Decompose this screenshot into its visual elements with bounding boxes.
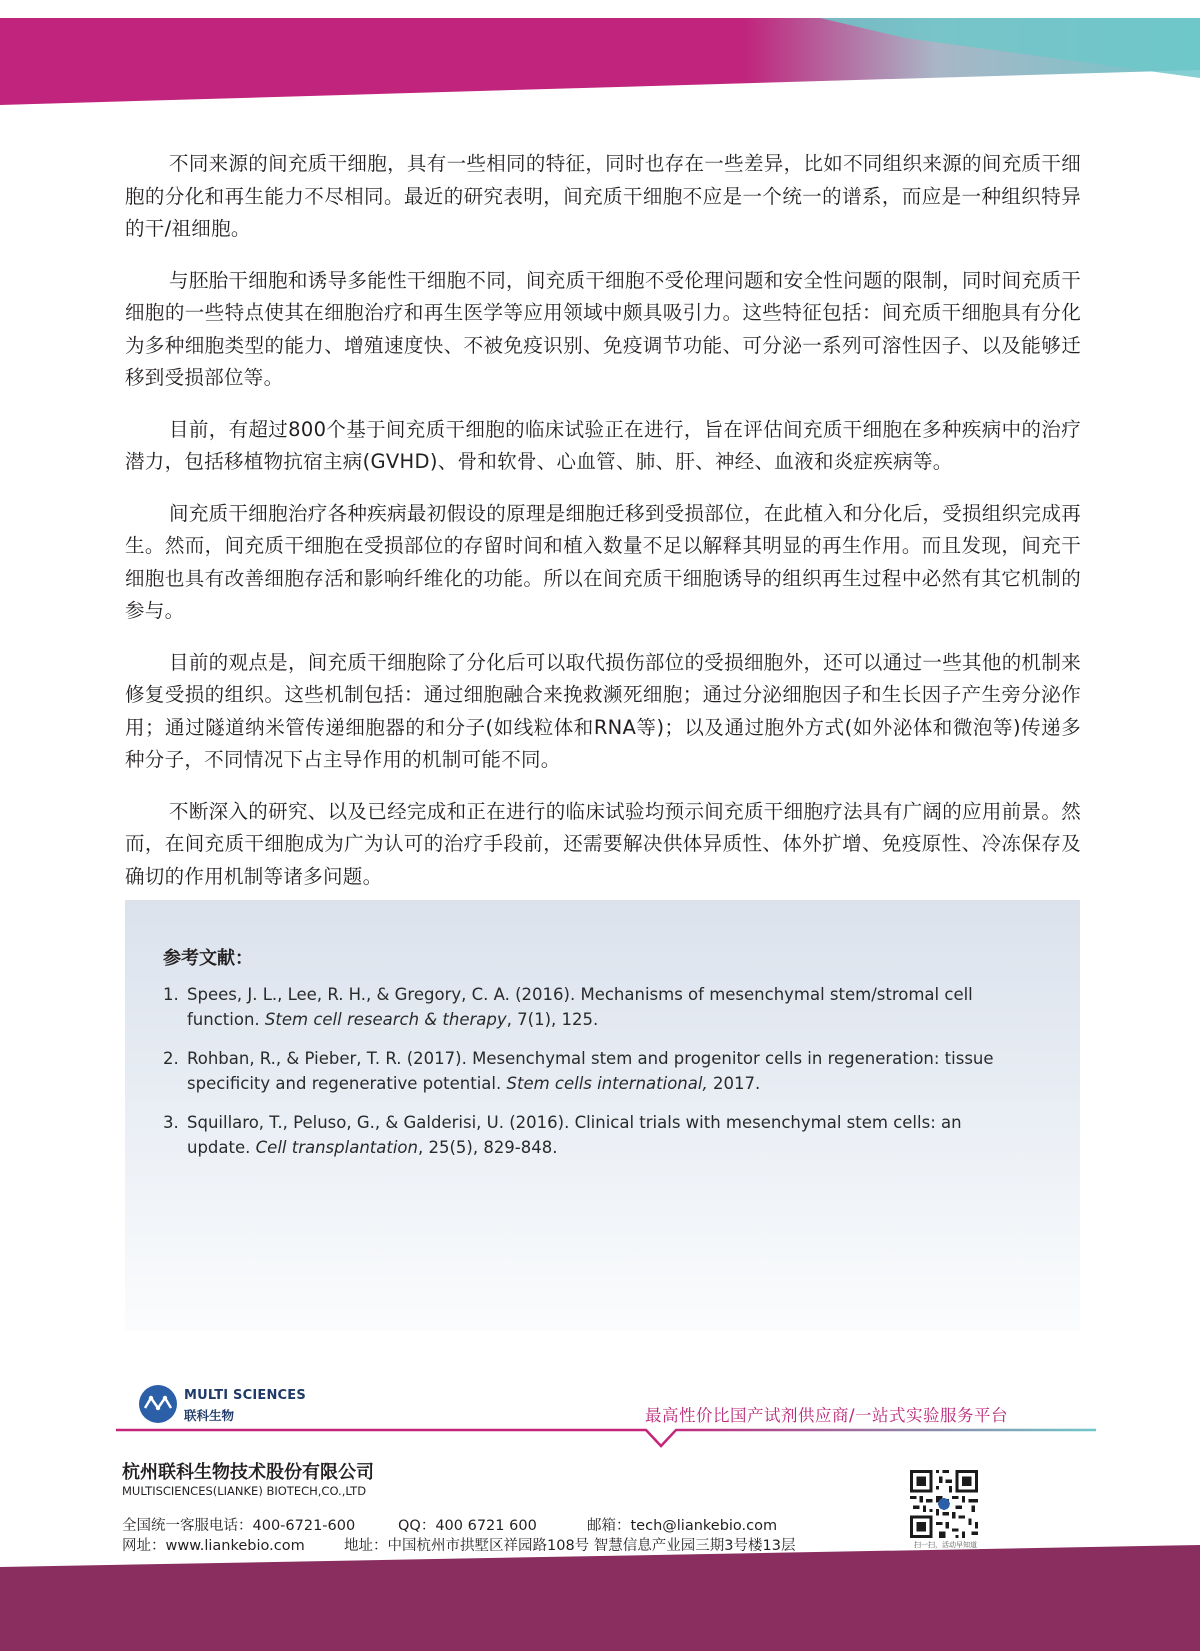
reference-journal: Stem cell research & therapy [264, 1010, 507, 1029]
paragraph: 目前，有超过800个基于间充质干细胞的临床试验正在进行，旨在评估间充质干细胞在多种疾病中的治疗潜力，包括移植物抗宿主病(GVHD)、骨和软骨、心血管、肺、肝、神经、血液和炎症疾病等。 [125, 417, 1081, 473]
reference-journal: Stem cells international, [506, 1074, 708, 1093]
bottom-banner [0, 1545, 1200, 1651]
company-name-en: MULTISCIENCES(LIANKE) BIOTECH,CO.,LTD [122, 1484, 367, 1498]
reference-item [163, 982, 1023, 1032]
logo-icon [138, 1384, 178, 1424]
reference-text: Squillaro, T., Peluso, G., & Galderisi, U. (2016). Clinical trials with mesenchymal stem cells: an update. [187, 1113, 962, 1157]
email-link[interactable]: 邮箱：tech@liankebio.com [587, 1518, 778, 1534]
paragraph: 间充质干细胞治疗各种疾病最初假设的原理是细胞迁移到受损部位，在此植入和分化后，受损组织完成再生。然而，间充质干细胞在受损部位的存留时间和植入数量不足以解释其明显的再生作用。而且发现，间充干细胞也具有改善细胞存活和影响纤维化的功能。所以在间充质干细胞诱导的组织再生过程中必然有其它机制的参与。 [125, 501, 1081, 622]
hotline: 全国统一客服电话：400-6721-600 [122, 1518, 356, 1534]
website-link[interactable]: 网址：www.liankebio.com [122, 1538, 305, 1554]
slogan: 最高性价比国产试剂供应商/一站式实验服务平台 [645, 1406, 1009, 1425]
qr-code-icon [910, 1470, 978, 1538]
reference-number: 1. [163, 985, 179, 1004]
paragraph: 与胚胎干细胞和诱导多能性干细胞不同，间充质干细胞不受伦理问题和安全性问题的限制，同时间充质干细胞的一些特点使其在细胞治疗和再生医学等应用领域中颇具吸引力。这些特征包括：间充质干细胞具有分化为多种细胞类型的能力、增殖速度快、不被免疫识别、免疫调节功能、可分泌一系列可溶性因子、以及能够迁移到受损部位等。 [125, 268, 1081, 389]
footer-divider [116, 1426, 1096, 1456]
paragraph: 不断深入的研究、以及已经完成和正在进行的临床试验均预示间充质干细胞疗法具有广阔的应用前景。然而，在间充质干细胞成为广为认可的治疗手段前，还需要解决供体异质性、体外扩增、免疫原性、冷冻保存及确切的作用机制等诸多问题。 [125, 799, 1081, 888]
reference-journal: Cell transplantation [255, 1138, 418, 1157]
reference-tail: 2017. [707, 1074, 761, 1093]
qq-number: QQ：400 6721 600 [398, 1518, 537, 1534]
reference-item [163, 1110, 1023, 1160]
reference-text: Rohban, R., & Pieber, T. R. (2017). Mesenchymal stem and progenitor cells in regeneration: tissue specificity and regenerative potential. [187, 1049, 994, 1093]
logo-text-cn: 联科生物 [184, 1408, 235, 1423]
reference-list [163, 982, 1023, 1174]
reference-tail: , 25(5), 829-848. [417, 1138, 558, 1157]
reference-tail: , 7(1), 125. [506, 1010, 599, 1029]
reference-number: 3. [163, 1113, 179, 1132]
address: 地址：中国杭州市拱墅区祥园路108号 智慧信息产业园三期3号楼13层 [344, 1538, 796, 1554]
company-logo[interactable] [138, 1384, 318, 1428]
paragraph: 目前的观点是，间充质干细胞除了分化后可以取代损伤部位的受损细胞外，还可以通过一些其他的机制来修复受损的组织。这些机制包括：通过细胞融合来挽救濒死细胞；通过分泌细胞因子和生长因子产生旁分泌作用；通过隧道纳米管传递细胞器的和分子(如线粒体和RNA等)；以及通过胞外方式(如外泌体和微泡等)传递多种分子，不同情况下占主导作用的机制可能不同。 [125, 650, 1081, 771]
reference-item [163, 1046, 1023, 1096]
qr-caption: 扫一扫，活动早知道 [914, 1541, 977, 1549]
company-name-cn: 杭州联科生物技术股份有限公司 [122, 1462, 374, 1483]
logo-text-en: MULTI SCIENCES [184, 1388, 306, 1403]
reference-number: 2. [163, 1049, 179, 1068]
top-banner [0, 0, 1200, 110]
references-heading: 参考文献： [163, 948, 253, 969]
references-box [125, 900, 1080, 1330]
article-body [125, 148, 1081, 912]
reference-text: Spees, J. L., Lee, R. H., & Gregory, C. A. (2016). Mechanisms of mesenchymal stem/stromal cell function. [187, 985, 973, 1029]
paragraph: 不同来源的间充质干细胞，具有一些相同的特征，同时也存在一些差异，比如不同组织来源的间充质干细胞的分化和再生能力不尽相同。最近的研究表明，间充质干细胞不应是一个统一的谱系，而应是一种组织特异的干/祖细胞。 [125, 152, 1081, 240]
